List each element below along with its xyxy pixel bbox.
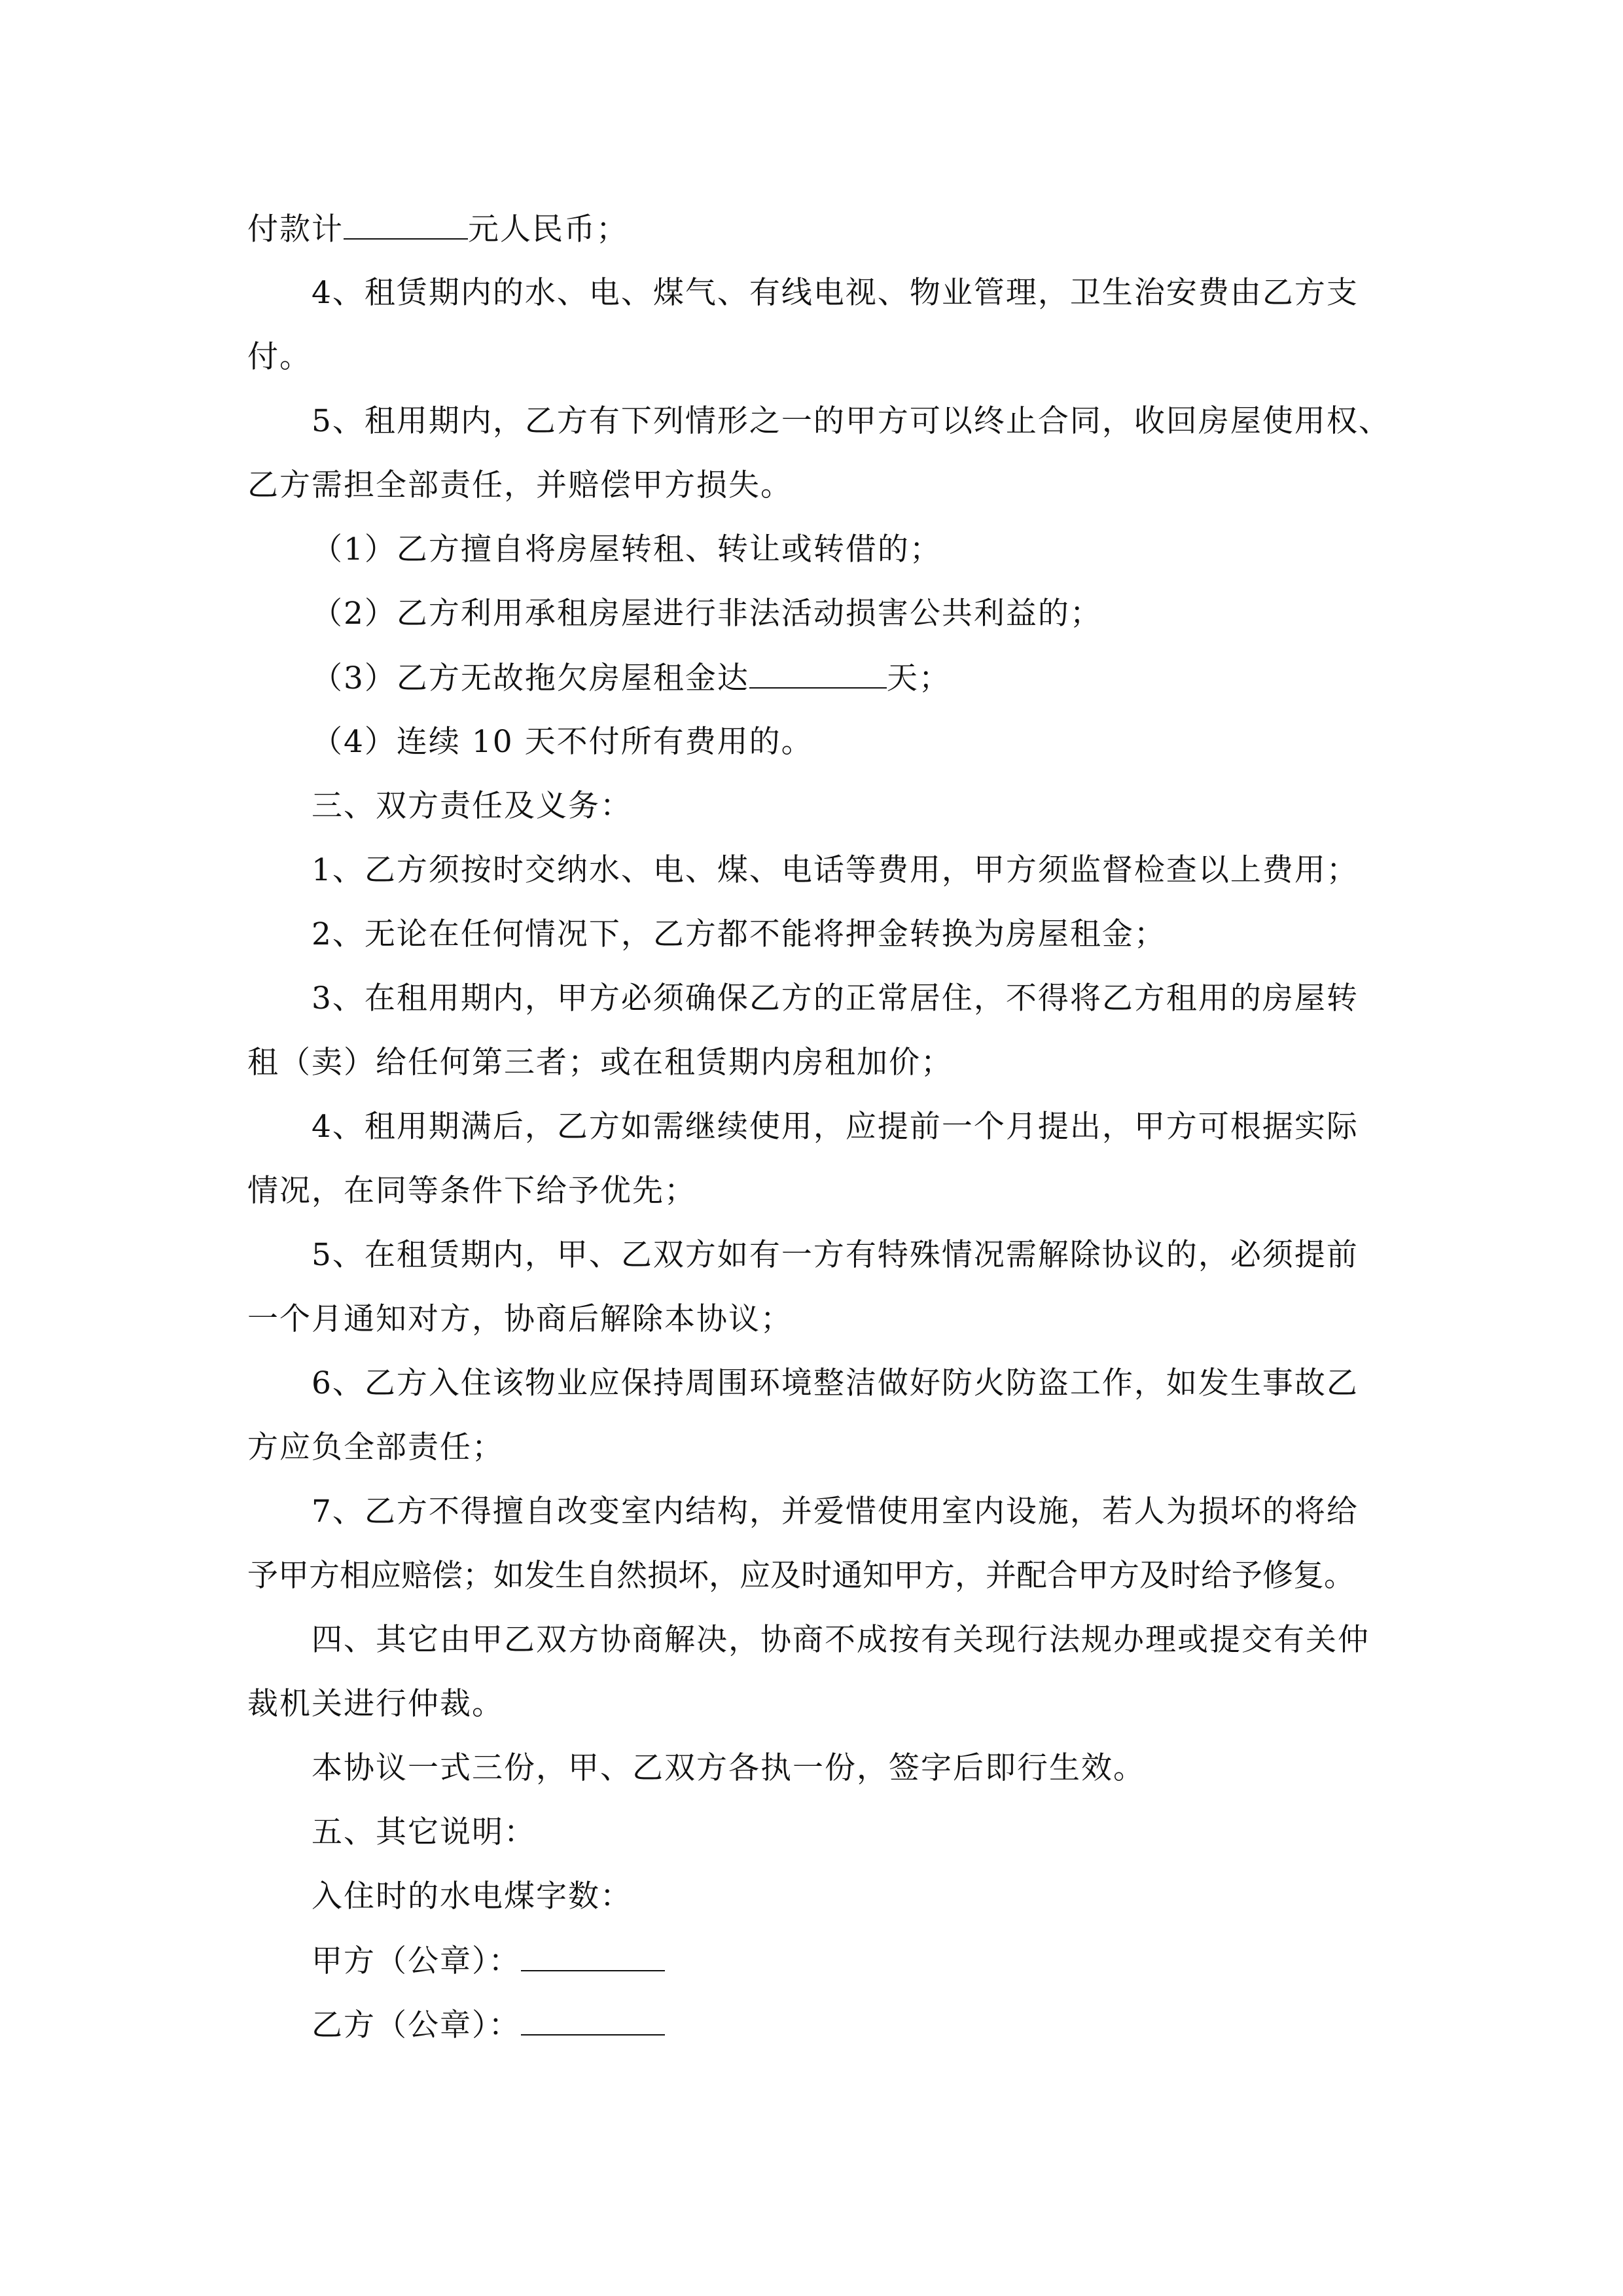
clause-3-7-continued [247,1556,1355,1596]
line-text: 甲方（公章）： [312,1943,521,1979]
line-text: 付款计 [247,211,344,247]
section-4 [312,1621,1370,1660]
line-text: 情况，在同等条件下给予优先； [247,1173,696,1209]
line-text: 乙方（公章）： [312,2007,521,2043]
line-text: 5、租用期内，乙方有下列情形之一的甲方可以终止合同，收回房屋使用权、 [312,403,1391,439]
clause-2-4-continued [247,338,312,377]
party-b-signature-blank [521,2005,665,2036]
clause-3-6 [312,1364,1359,1403]
line-text: （2）乙方利用承租房屋进行非法活动损害公共利益的； [312,596,1102,632]
clause-3-3 [312,979,1359,1018]
clause-3-4 [312,1107,1359,1147]
amount-blank [344,209,468,240]
line-text: 三、双方责任及义务： [312,788,632,824]
days-blank [749,658,887,689]
clause-2-4 [312,274,1359,313]
clause-2-5-continued [247,466,793,505]
clause-2-5 [312,402,1391,441]
party-a-signature-blank [521,1941,665,1971]
clause-3-4-continued [247,1172,696,1211]
party-b-seal-line [312,2005,665,2045]
clause-3-6-continued [247,1428,504,1467]
line-text: 1、乙方须按时交纳水、电、煤、电话等费用，甲方须监督检查以上费用； [312,852,1359,888]
line-text: 3、在租用期内，甲方必须确保乙方的正常居住，不得将乙方租用的房屋转 [312,980,1359,1016]
line-text: 入住时的水电煤字数： [312,1878,632,1914]
line-text: 五、其它说明： [312,1814,536,1850]
line-text: 5、在租赁期内，甲、乙双方如有一方有特殊情况需解除协议的，必须提前 [312,1237,1359,1273]
line-text: 4、租赁期内的水、电、煤气、有线电视、物业管理，卫生治安费由乙方支 [312,275,1359,311]
line-text: 一个月通知对方，协商后解除本协议； [247,1301,793,1337]
payment-amount-line [247,209,628,249]
line-text: 2、无论在任何情况下，乙方都不能将押金转换为房屋租金； [312,916,1166,952]
sub-item-1 [312,530,942,569]
line-text: 四、其它由甲乙双方协商解决，协商不成按有关现行法规办理或提交有关仲 [312,1622,1370,1658]
clause-3-5 [312,1236,1359,1275]
line-text: （1）乙方擅自将房屋转租、转让或转借的； [312,531,942,567]
line-text: 付。 [247,339,312,375]
clause-3-3-continued [247,1043,953,1083]
clause-3-5-continued [247,1300,793,1339]
line-text: 租（卖）给任何第三者；或在租赁期内房租加价； [247,1045,953,1081]
line-text: 6、乙方入住该物业应保持周围环境整洁做好防火防盗工作，如发生事故乙 [312,1365,1359,1401]
section-4-continued [247,1685,504,1724]
clause-3-7 [312,1492,1359,1532]
line-text: 予甲方相应赔偿；如发生自然损坏，应及时通知甲方，并配合甲方及时给予修复。 [247,1558,1355,1594]
line-text: （4）连续 10 天不付所有费用的。 [312,724,813,760]
line-text: 裁机关进行仲裁。 [247,1686,504,1722]
section-3-heading [312,787,632,826]
sub-item-4 [312,723,813,762]
line-text: 方应负全部责任； [247,1429,504,1465]
line-text: 天； [886,660,951,696]
copies-statement [312,1749,1145,1788]
section-5-heading [312,1813,536,1852]
clause-3-1 [312,851,1359,890]
line-text: 乙方需担全部责任，并赔偿甲方损失。 [247,467,793,503]
utility-reading-line [312,1877,632,1916]
line-text: 7、乙方不得擅自改变室内结构，并爱惜使用室内设施，若人为损坏的将给 [312,1494,1359,1530]
line-text: 本协议一式三份，甲、乙双方各执一份，签字后即行生效。 [312,1750,1145,1786]
line-text: 4、租用期满后，乙方如需继续使用，应提前一个月提出，甲方可根据实际 [312,1109,1359,1145]
party-a-seal-line [312,1941,665,1981]
sub-item-2 [312,594,1102,634]
clause-3-2 [312,915,1166,954]
sub-item-3 [312,658,951,698]
line-text: （3）乙方无故拖欠房屋租金达 [312,660,749,696]
line-text: 元人民币； [468,211,628,247]
